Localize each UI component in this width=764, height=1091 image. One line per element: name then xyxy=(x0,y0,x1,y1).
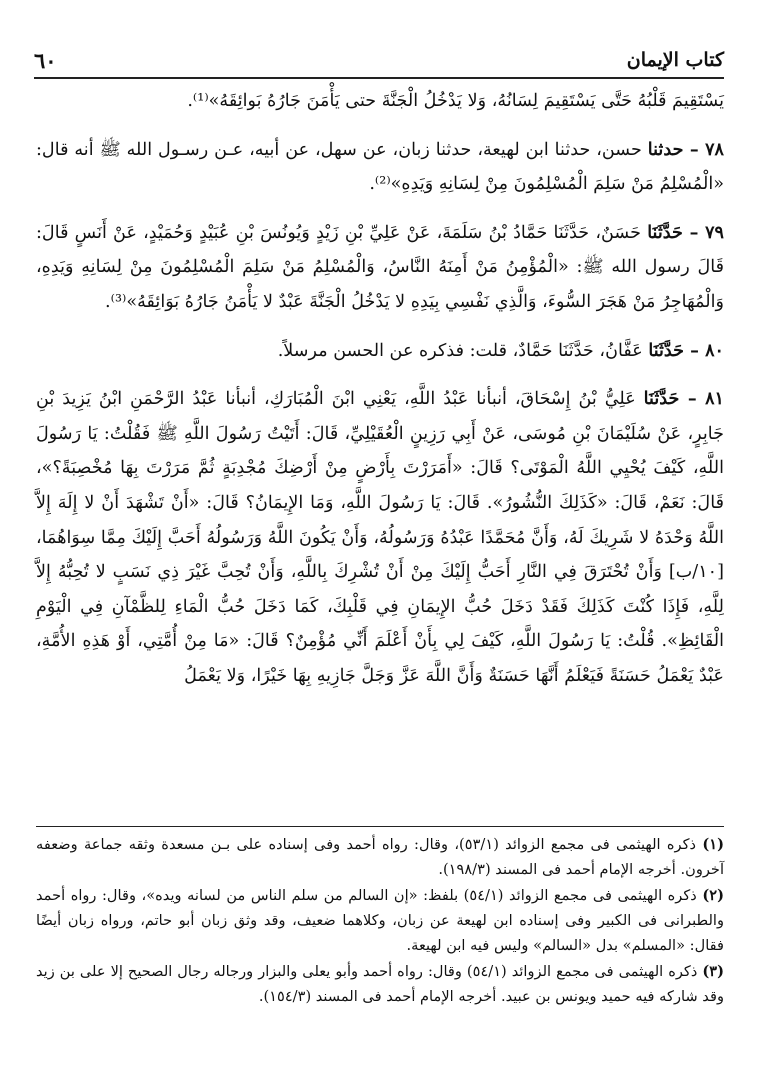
footnote-separator xyxy=(36,826,724,827)
footnotes xyxy=(36,832,724,1010)
hadith-lead: ٧٨ – حدثنا xyxy=(647,138,724,160)
page-number: ٦٠ xyxy=(34,47,57,73)
hadith-text: عَفَّانُ، حَدَّثَنَا حَمَّادٌ، قلت: فذكره عن الحسن مرسلاً. xyxy=(277,340,649,361)
hadith-78 xyxy=(36,133,724,202)
hadith-80 xyxy=(36,334,724,369)
hadith-text: حسن، حدثنا ابن لهيعة، حدثنا زبان، عن سهل، عن أبيه، عـن رسـول الله ﷺ أنه قال: «الْمُسْلِمُ مَنْ سَلِمَ الْمُسْلِمُونَ مِنْ لِسَانِهِ وَيَدِهِ»⁽²⁾. xyxy=(36,139,724,195)
footnote-number: (٢) xyxy=(702,887,724,904)
main-text xyxy=(36,84,724,694)
footnote-2 xyxy=(36,883,724,958)
paragraph-text: يَسْتَقِيمَ قَلْبُهُ حَتَّى يَسْتَقِيمَ لِسَانُهُ، وَلا يَدْخُلُ الْجَنَّةَ حتى يَأْمَنَ جَارُهُ بَوائِقَهُ»⁽¹⁾. xyxy=(187,91,724,111)
footnote-text: ذكره الهيثمى فى مجمع الزوائد (٥٣/١)، وقال: رواه أحمد وفى إسناده على بـن مسعدة وثقه جماعة وضعفه آخرون. أخرجه الإمام أحمد فى المسند (١٩٨/٣). xyxy=(36,836,724,878)
hadith-lead: ٧٩ – حَدَّثَنَا xyxy=(647,221,724,243)
hadith-lead: ٨٠ – حَدَّثَنَا xyxy=(648,339,724,361)
book-title: كتاب الإيمان xyxy=(626,49,724,71)
footnote-text: ذكره الهيثمى فى مجمع الزوائد (٥٤/١) وقال: رواه أحمد وأبو يعلى والبزار ورجاله رجال الصحيح إلا على بن زيد وقد شاركه فيه حميد ويونس بن عبيد. أخرجه الإمام أحمد فى المسند (١٥٤/٣). xyxy=(36,963,724,1005)
hadith-79 xyxy=(36,216,724,320)
hadith-81 xyxy=(36,382,724,693)
footnote-text: ذكره الهيثمى فى مجمع الزوائد (٥٤/١) بلفظ: «إن السالم من سلم الناس من لسانه ويده»، وقال: رواه أحمد والطبرانى فى الكبير وفى إسناده ابن لهيعة عن زبان، وكلاهما ضعيف، وقد وثق زبان أبو حاتم، ورواه زبان أيضًا فقال: «المسلم» بدل «السالم» وليس فيه ابن لهيعة. xyxy=(36,887,724,954)
footnote-1 xyxy=(36,832,724,882)
footnote-number: (٣) xyxy=(702,963,724,980)
paragraph-continuation xyxy=(36,84,724,119)
page-header xyxy=(34,46,724,74)
header-rule xyxy=(34,77,724,79)
footnote-number: (١) xyxy=(702,836,724,853)
footnote-3 xyxy=(36,959,724,1009)
hadith-text: حَسَنٌ، حَدَّثَنَا حَمَّادُ بْنُ سَلَمَةَ، عَنْ عَلِيِّ بْنِ زَيْدٍ وَيُونُسَ بْنِ عُبَيْدٍ وَحُمَيْدٍ، عَنْ أَنَسٍ قَالَ: قَالَ رسول الله ﷺ: «الْمُؤْمِنُ مَنْ أَمِنَهُ النَّاسُ، وَالْمُسْلِمُ مَنْ سَلِمَ الْمُسْلِمُونَ مِنْ لِسَانِهِ وَيَدِهِ، وَالْمُهَاجِرُ مَنْ هَجَرَ السُّوءَ، وَالَّذِي نَفْسِي بِيَدِهِ لا يَدْخُلُ الْجَنَّةَ عَبْدٌ لا يَأْمَنُ جَارُهُ بَوَائِقَهُ»⁽³⁾. xyxy=(36,222,724,312)
hadith-text: عَلِيُّ بْنُ إِسْحَاقَ، أنبأنا عَبْدُ اللَّهِ، يَعْنِي ابْنَ الْمُبَارَكِ، أنبأنا عَبْدُ الرَّحْمَنِ ابْنُ يَزِيدَ بْنِ جَابِرٍ، عَنْ سُلَيْمَانَ بْنِ مُوسَى، عَنْ أَبِي رَزِينٍ الْعُقَيْلِيِّ، قَالَ: أَتَيْتُ رَسُولَ اللَّهِ ﷺ فَقُلْتُ: يَا رَسُولَ اللَّهِ، كَيْفَ يُحْيِي اللَّهُ الْمَوْتَى؟ قَالَ: «أَمَرَرْتَ بِأَرْضٍ مِنْ أَرْضِكَ مُجْدِبَةٍ ثُمَّ مَرَرْتَ بِهَا مُخْصِبَةً؟»، قَالَ: نَعَمْ، قَالَ: «كَذَلِكَ النُّشُورُ». قَالَ: يَا رَسُولَ اللَّهِ، وَمَا الإِيمَانُ؟ قَالَ: «أَنْ تَشْهَدَ أَنْ لا إِلَهَ إِلاَّ اللَّهُ وَحْدَهُ لا شَرِيكَ لَهُ، وَأَنَّ مُحَمَّدًا عَبْدُهُ وَرَسُولُهُ، وَأَنْ يَكُونَ اللَّهُ وَرَسُولُهُ أَحَبَّ إِلَيْكَ مِمَّا سِوَاهُمَا، [١٠/ب] وَأَنْ تُحْتَرَقَ فِي النَّارِ أَحَبُّ إِلَيْكَ مِنْ أَنْ تُشْرِكَ بِاللَّهِ، وَأَنْ تُحِبَّ غَيْرَ ذِي نَسَبٍ لا تُحِبُّهُ إِلاَّ لِلَّهِ، فَإِذَا كُنْتَ كَذَلِكَ فَقَدْ دَخَلَ حُبُّ الإِيمَانِ فِي قَلْبِكَ، كَمَا دَخَلَ حُبُّ الْمَاءِ لِلظَّمْآنِ فِي الْيَوْمِ الْقَائِظِ». قُلْتُ: يَا رَسُولَ اللَّهِ، كَيْفَ لِي بِأَنْ أَعْلَمَ أَنِّي مُؤْمِنٌ؟ قَالَ: «مَا مِنْ أُمَّتِي، أَوْ هَذِهِ الأُمَّةِ، عَبْدٌ يَعْمَلُ حَسَنَةً فَيَعْلَمُ أَنَّهَا حَسَنَةٌ وَأَنَّ اللَّهَ عَزَّ وَجَلَّ جَازِيهِ بِهَا خَيْرًا، وَلا يَعْمَلُ xyxy=(36,389,724,686)
hadith-lead: ٨١ – حَدَّثَنَا xyxy=(643,388,724,410)
